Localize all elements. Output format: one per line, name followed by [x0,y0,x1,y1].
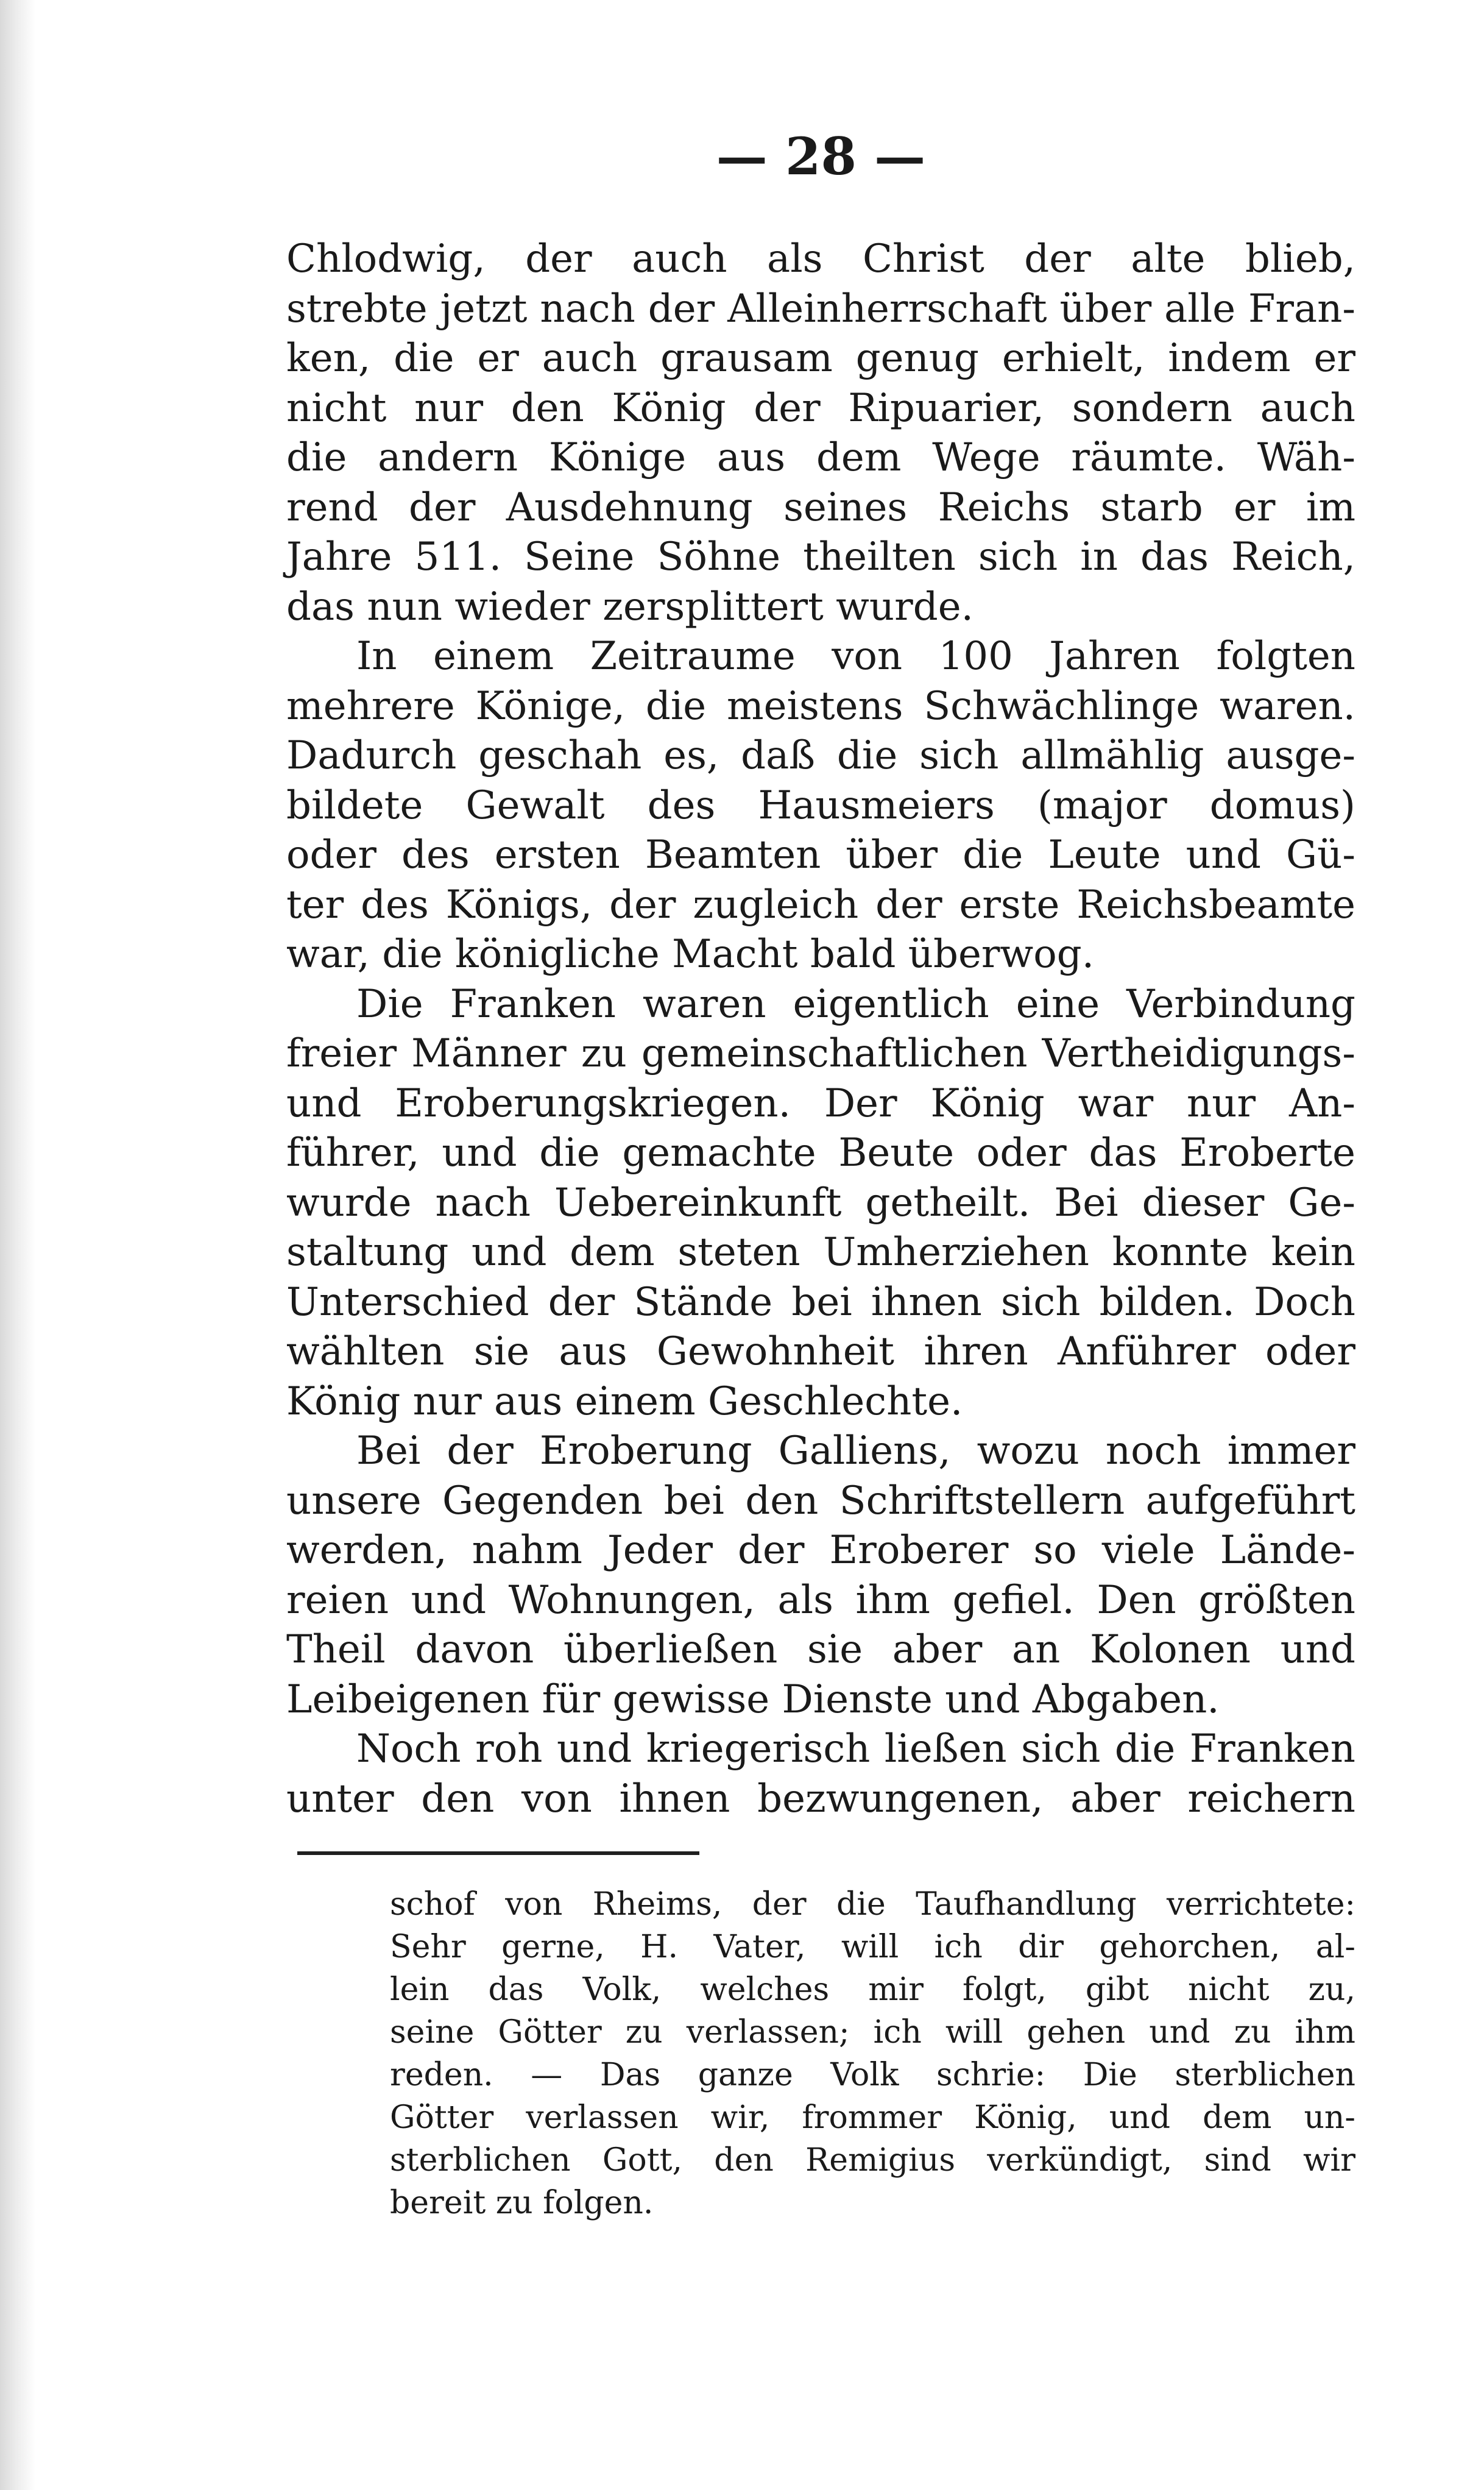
footnote-line: sterblichen Gott, den Remigius verkündigt, sind wir [390,2142,1355,2179]
footnote-line: lein das Volk, welches mir folgt, gibt nicht zu, [390,1971,1355,2008]
paragraph-5 [286,1725,1355,1824]
text-line: strebte jetzt nach der Alleinherrschaft über alle Fran- [286,286,1355,332]
text-line: das nun wieder zersplittert wurde. [286,584,973,630]
footnote-line: schof von Rheims, der die Taufhandlung verrichtete: [390,1886,1355,1923]
text-line: wählten sie aus Gewohnheit ihren Anführer oder [286,1329,1355,1374]
text-line: reien und Wohnungen, als ihm gefiel. Den größten [286,1577,1355,1623]
text-line: führer, und die gemachte Beute oder das Eroberte [286,1130,1355,1176]
paragraph-2 [286,632,1355,980]
text-line: war, die königliche Macht bald überwog. [286,932,1095,977]
text-line: wurde nach Uebereinkunft getheilt. Bei dieser Ge- [286,1180,1355,1225]
footnote-line: Sehr gerne, H. Vater, will ich dir gehorchen, al- [390,1929,1355,1965]
footnote [390,1883,1355,2224]
text-line: bildete Gewalt des Hausmeiers (major domus) [286,782,1355,828]
paragraph-3 [286,980,1355,1427]
text-line: nicht nur den König der Ripuarier, sondern auch [286,385,1355,431]
text-line: werden, nahm Jeder der Eroberer so viele Lände- [286,1528,1355,1573]
footnote-separator [297,1851,699,1855]
text-line: oder des ersten Beamten über die Leute und Gü- [286,832,1355,878]
text-line: und Eroberungskriegen. Der König war nur An- [286,1080,1355,1126]
text-line: Jahre 511. Seine Söhne theilten sich in das Reich, [286,534,1355,580]
text-line: Bei der Eroberung Galliens, wozu noch immer [356,1428,1355,1474]
text-line: Unterschied der Stände bei ihnen sich bilden. Doch [286,1279,1355,1325]
page-edge-shadow [0,0,35,2490]
text-line: Noch roh und kriegerisch ließen sich die Franken [356,1726,1355,1772]
paragraph-1 [286,235,1355,632]
text-line: unsere Gegenden bei den Schriftstellern aufgeführt [286,1478,1355,1523]
footnote-line: seine Götter zu verlassen; ich will gehen und zu ihm [390,2014,1355,2051]
text-line: die andern Könige aus dem Wege räumte. Wäh- [286,435,1355,480]
text-line: Theil davon überließen sie aber an Kolonen und [286,1627,1355,1672]
text-line: Chlodwig, der auch als Christ der alte blieb, [286,236,1355,282]
text-line: Die Franken waren eigentlich eine Verbindung [356,981,1355,1027]
text-line: rend der Ausdehnung seines Reichs starb er im [286,484,1355,530]
book-page [286,0,1355,2490]
text-line: Dadurch geschah es, daß die sich allmählig ausge- [286,733,1355,778]
paragraph-4 [286,1427,1355,1725]
text-line: König nur aus einem Geschlechte. [286,1378,963,1424]
text-line: In einem Zeitraume von 100 Jahren folgten [356,634,1355,679]
footnote-line: bereit zu folgen. [390,2185,654,2221]
main-text [286,235,1355,1824]
text-line: freier Männer zu gemeinschaftlichen Vertheidigungs- [286,1031,1355,1076]
page-number: — 28 — [716,126,926,186]
text-line: ken, die er auch grausam genug erhielt, indem er [286,336,1355,381]
text-line: mehrere Könige, die meistens Schwächlinge waren. [286,683,1355,729]
text-line: staltung und dem steten Umherziehen konnte kein [286,1230,1355,1275]
footnote-line: Götter verlassen wir, frommer König, und dem un- [390,2099,1355,2136]
text-line: unter den von ihnen bezwungenen, aber reichern [286,1776,1355,1821]
footnote-line: reden. — Das ganze Volk schrie: Die sterblichen [390,2057,1355,2093]
text-line: Leibeigenen für gewisse Dienste und Abgaben. [286,1676,1220,1722]
text-line: ter des Königs, der zugleich der erste Reichsbeamte [286,882,1355,928]
